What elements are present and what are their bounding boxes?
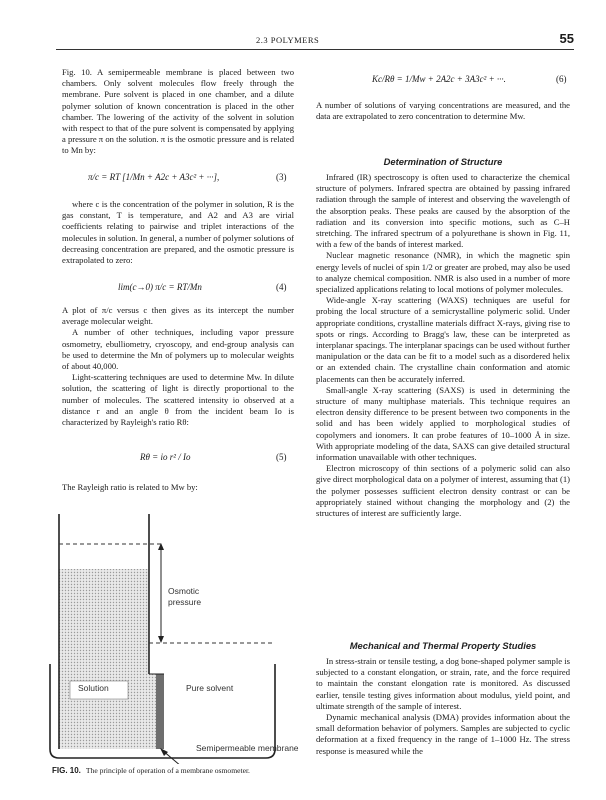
equation-6-number: (6) [556, 74, 567, 84]
membrane-pointer-head [160, 748, 168, 756]
left-text-5: Light-scattering techniques are used to determine Mw. In dilute solution, the scattering of light is directly proportional to the number of molecules. The scattered intensity io observed at a distance r and an angle θ from the incident beam Io is characterized by Rayleigh's ratio Rθ: [62, 372, 294, 428]
equation-5: Rθ = io r² / Io [140, 452, 191, 462]
caption-tag: FIG. 10. [52, 766, 81, 775]
equation-6: Kc/Rθ = 1/Mw + 2A2c + 3A3c² + ···. [372, 74, 506, 84]
equation-3 [88, 172, 219, 182]
right-body-2 [316, 656, 570, 757]
section-title: 2.3 POLYMERS [256, 35, 320, 45]
right-text-6: Electron microscopy of thin sections of a polymeric solid can also give direct morphological data on a polymer of interest, assuming that (1) the polymer possesses sufficient electron density contrast or can be appropriately stained without changing the morphology and (2) the structures of interest are sufficiently large. [316, 463, 570, 519]
left-paragraph-6 [62, 482, 294, 493]
left-paragraph-1 [62, 67, 294, 157]
eq3-lhs: π/c = RT [88, 172, 120, 182]
right-text-3: Nuclear magnetic resonance (NMR), in which the magnetic spin energy levels of nuclei of spin 1/2 or greater are probed, may also be used to analyze chemical composition. NMR is also used in a number of more specialized applications relating to local motions of polymer molecules. [316, 250, 570, 295]
right-text-5: Small-angle X-ray scattering (SAXS) is used in determining the structure of many multiphase materials. This technique requires an electron density difference to be present between two components in the solid and has been widely applied to morphological studies of copolymers and ionomers. It can probe features of 10–1000 Å in size. With appropriate modeling of the data, SAXS can give detailed structural information unavailable with other techniques. [316, 384, 570, 463]
solution-label: Solution [78, 683, 109, 693]
right-body-1 [316, 172, 570, 519]
equation-5-number: (5) [276, 452, 287, 462]
pressure-arrow-head-down [158, 636, 164, 643]
equation-4: lim(c→0) π/c = RT/Mn [118, 282, 202, 292]
caption-text: The principle of operation of a membrane osmometer. [85, 766, 250, 775]
membrane-label: Semipermeable membrane [196, 743, 299, 753]
right-text-8: Dynamic mechanical analysis (DMA) provides information about the small deformation behavior of polymers. Samples are subjected to cyclic deformation at a fixed frequency in the range of 1–1000 Hz. The stress response is measured while the [316, 712, 570, 756]
left-text-3: A plot of π/c versus c then gives as its intercept the number average molecular weight. [62, 305, 294, 327]
eq3-body: [1/Mn + A2c + A3c² + ···], [122, 172, 220, 182]
running-header [56, 33, 574, 50]
pure-solvent-label: Pure solvent [186, 683, 234, 693]
left-text-1: Fig. 10. A semipermeable membrane is placed between two chambers. Only solvent molecules flow freely through the membrane. Pure solvent is placed in one chamber, and a dilute polymer solution of known concentration is placed in the other chamber. The lowering of the activity of the solvent in solution with respect to that of the pure solvent is compensated by applying a pressure π on the solution. π is the osmotic pressure and is related to Mn by: [62, 67, 294, 156]
left-text-6: The Rayleigh ratio is related to Mw by: [62, 482, 198, 492]
left-paragraph-2 [62, 199, 294, 266]
right-text-2: Infrared (IR) spectroscopy is often used to characterize the chemical structure of polymers. Infrared spectra are obtained by passing infrared radiation through the sample of interest and observing the wavelength of the absorption peaks. These peaks are caused by the absorption of the radiation and its conversion into specific motions, such as C–H stretching. The infrared spectrum of a polyurethane is shown in Fig. 11, with a few of the bands of interest marked. [316, 172, 570, 250]
osmotic-pressure-label: Osmotic pressure [168, 586, 202, 607]
semipermeable-membrane [156, 674, 164, 749]
heading-determination-of-structure: Determination of Structure [383, 156, 503, 167]
equation-4-number: (4) [276, 282, 287, 292]
osmometer-figure [40, 514, 310, 764]
left-text-4: A number of other techniques, including vapor pressure osmometry, ebulliometry, cryoscopy, and end-group analysis can be used to determine the Mn of polymers up to molecular weights of about 40,000. [62, 327, 294, 372]
right-text-7: In stress-strain or tensile testing, a dog bone-shaped polymer sample is subjected to a constant elongation, or strain, rate, and the force required to maintain the constant elongation rate is monitored. As discussed earlier, tensile testing gives information about modulus, yield point, and ultimate strength of the sample of interest. [316, 656, 570, 711]
left-paragraph-3 [62, 305, 294, 428]
left-text-2: where c is the concentration of the polymer in solution, R is the gas constant, T is temperature, and A2 and A3 are virial coefficients relating to pairwise and triplet interactions of the molecules in solution. In general, a number of polymer solutions of decreasing concentration are prepared, and the osmotic pressure is extrapolated to zero: [62, 199, 294, 266]
equation-3-number: (3) [276, 172, 287, 182]
right-text-1: A number of solutions of varying concentrations are measured, and the data are extrapolated to zero concentration to determine Mw. [316, 100, 570, 122]
figure-caption [52, 766, 250, 775]
right-paragraph-1 [316, 100, 570, 122]
right-text-4: Wide-angle X-ray scattering (WAXS) techniques are useful for probing the local structure of a semicrystalline polymeric solid. Under appropriate conditions, crystalline materials diffract X-rays, giving rise to spots or rings. According to Bragg's law, these can be interpreted as interplanar spacings. The interplanar spacings can be used without further manipulation or the data can be fit to a model such as a disordered helix or an extended chain. The crystalline chain conformation and atomic placements can then be accurately inferred. [316, 295, 570, 384]
heading-mechanical-thermal: Mechanical and Thermal Property Studies [349, 640, 537, 651]
page-number: 55 [559, 31, 574, 46]
